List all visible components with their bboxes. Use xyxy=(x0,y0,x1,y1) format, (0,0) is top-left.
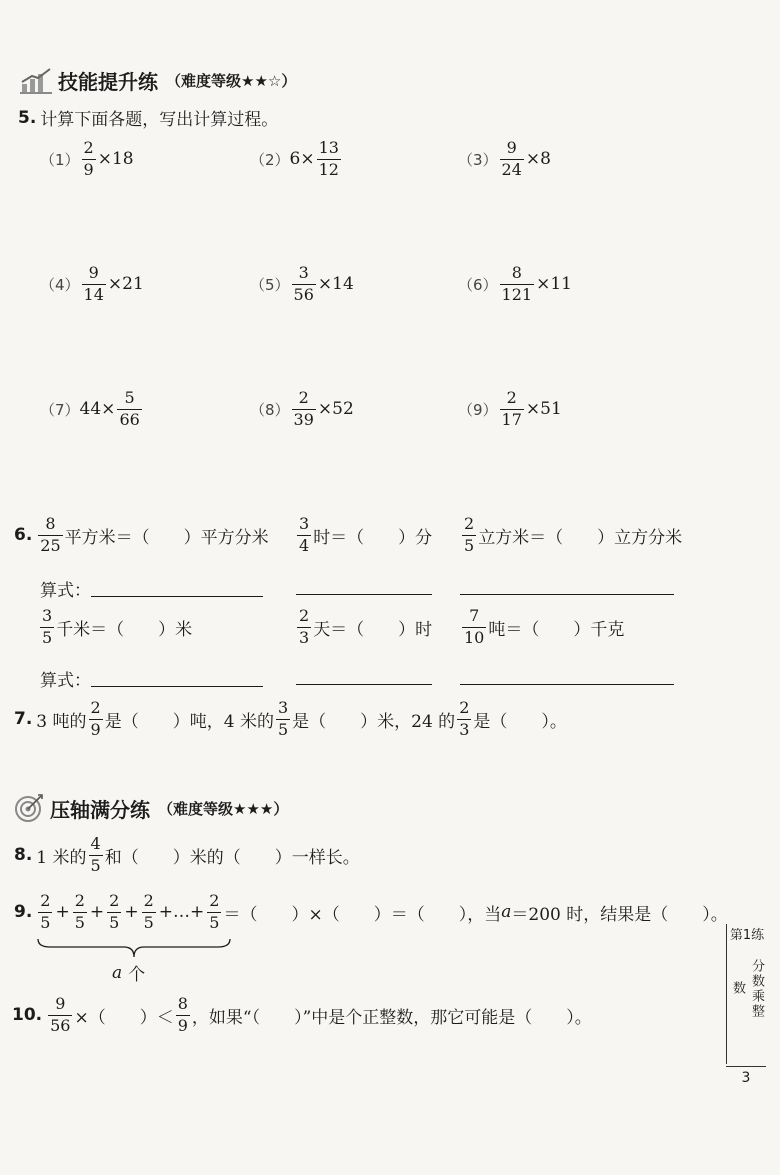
fraction: $\frac{2}{9}$ xyxy=(90,698,101,739)
fraction: $\frac{8}{9}$ xyxy=(177,994,188,1035)
fraction: $\frac{3}{5}$ xyxy=(277,698,289,739)
q6-row1-b xyxy=(295,516,432,555)
fraction xyxy=(117,390,141,429)
fraction xyxy=(292,265,316,304)
expression-prefix: 6× xyxy=(289,149,315,170)
section-title: 压轴满分练 xyxy=(50,797,150,822)
q9-text: ＝（ ）×（ ）＝（ ），当 xyxy=(223,904,502,925)
numerator: 9 xyxy=(88,263,99,282)
q5-item xyxy=(250,140,343,179)
formula-label: 算式： xyxy=(40,671,91,691)
fraction xyxy=(500,140,524,179)
q5-item xyxy=(250,265,354,304)
answer-line[interactable] xyxy=(460,578,674,595)
item-label: （3） xyxy=(458,150,498,169)
fraction xyxy=(500,390,524,429)
section-header-challenge xyxy=(14,793,288,823)
fraction: $\frac{2}{5}$ xyxy=(209,891,220,932)
q7-text: 是（ ）。 xyxy=(473,711,567,732)
fraction: $\frac{9}{56}$ xyxy=(50,994,71,1035)
q6-row1 xyxy=(14,516,269,555)
fraction xyxy=(82,140,96,179)
side-tab-bottom: 分数乘整数 xyxy=(730,958,764,1019)
fraction: $\frac{2}{5}$ xyxy=(143,891,154,932)
question-number: 9. xyxy=(14,902,33,923)
denominator: 14 xyxy=(83,284,104,304)
question-number: 6. xyxy=(14,525,33,546)
numerator: 9 xyxy=(506,138,517,157)
expression-suffix: ×8 xyxy=(525,149,551,170)
q5-prompt xyxy=(18,105,278,130)
item-label: （8） xyxy=(250,400,290,419)
expression-suffix: ×52 xyxy=(317,399,354,420)
answer-line[interactable] xyxy=(91,580,263,597)
fraction: $\frac{2}{3}$ xyxy=(299,606,310,647)
target-icon xyxy=(14,793,44,823)
fraction: $\frac{7}{10}$ xyxy=(464,606,485,647)
underbrace xyxy=(36,937,232,959)
difficulty-label: （难度等级★★★） xyxy=(158,799,289,818)
ellipsis: +…+ xyxy=(158,902,205,923)
formula-row-1 xyxy=(40,576,263,601)
numerator: 8 xyxy=(511,263,522,282)
q6-row2-a xyxy=(38,608,192,647)
expression-prefix: 44× xyxy=(79,399,116,420)
q5-item xyxy=(458,265,572,304)
denominator: 66 xyxy=(119,409,140,429)
q7-text: 是（ ）吨，4 米的 xyxy=(104,711,274,732)
q5-item xyxy=(458,140,551,179)
fraction: $\frac{3}{5}$ xyxy=(42,606,53,647)
numerator: 3 xyxy=(298,263,309,282)
q8-text: 和（ ）米的（ ）一样长。 xyxy=(104,847,360,868)
q8 xyxy=(14,836,360,875)
chart-icon xyxy=(20,68,52,94)
denominator: 12 xyxy=(318,159,339,179)
conversion-text: 时＝（ ）分 xyxy=(313,527,433,548)
fraction: $\frac{2}{5}$ xyxy=(74,891,85,932)
fraction xyxy=(317,140,341,179)
q7-text: 是（ ）米，24 的 xyxy=(292,711,456,732)
question-text: 计算下面各题，写出计算过程。 xyxy=(40,110,279,130)
expression-suffix: ×21 xyxy=(107,274,144,295)
conversion-text: 立方米＝（ ）立方分米 xyxy=(478,527,683,548)
item-label: （4） xyxy=(40,275,80,294)
fraction: $\frac{2}{5}$ xyxy=(109,891,120,932)
question-number: 7. xyxy=(14,709,33,730)
answer-line[interactable] xyxy=(296,668,432,685)
denominator: 56 xyxy=(293,284,314,304)
item-label: （2） xyxy=(250,150,290,169)
q7-text: 3 吨的 xyxy=(36,711,87,732)
plus-sign: + xyxy=(55,902,70,923)
page-number: 3 xyxy=(726,1066,766,1086)
q6-row2-c xyxy=(460,608,624,647)
expression-suffix: ×18 xyxy=(97,149,134,170)
numerator: 2 xyxy=(298,388,309,407)
fraction: $\frac{8}{25}$ xyxy=(40,514,61,555)
variable: a xyxy=(112,962,123,983)
plus-sign: + xyxy=(124,902,139,923)
fraction xyxy=(500,265,535,304)
item-label: （7） xyxy=(40,400,80,419)
expression-suffix: ×51 xyxy=(525,399,562,420)
numerator: 5 xyxy=(124,388,135,407)
answer-line[interactable] xyxy=(91,670,263,687)
plus-sign: + xyxy=(89,902,105,923)
denominator: 9 xyxy=(83,159,94,179)
q7 xyxy=(14,700,567,739)
section-header-skill xyxy=(20,66,296,95)
fraction: $\frac{2}{5}$ xyxy=(40,891,51,932)
fraction: $\frac{2}{5}$ xyxy=(464,514,475,555)
denominator: 39 xyxy=(293,409,314,429)
numerator: 13 xyxy=(318,138,339,157)
conversion-text: 平方米＝（ ）平方分米 xyxy=(64,527,269,548)
denominator: 17 xyxy=(501,409,522,429)
q9-text: ＝200 时，结果是（ ）。 xyxy=(511,904,728,925)
denominator: 121 xyxy=(501,284,533,304)
fraction xyxy=(292,390,316,429)
expression-suffix: ×11 xyxy=(536,274,572,295)
fraction: $\frac{2}{3}$ xyxy=(459,698,470,739)
conversion-text: 天＝（ ）时 xyxy=(313,619,433,640)
brace-text: 个 xyxy=(128,965,146,985)
fraction: $\frac{3}{4}$ xyxy=(299,514,310,555)
formula-row-2 xyxy=(40,666,263,691)
question-number: 10. xyxy=(12,1005,43,1026)
formula-label: 算式： xyxy=(40,581,91,601)
question-number: 8. xyxy=(14,845,33,866)
side-tab-top: 第1练 xyxy=(729,928,765,943)
fraction: $\frac{4}{5}$ xyxy=(90,834,101,875)
section-title: 技能提升练 xyxy=(58,70,158,94)
item-label: （1） xyxy=(40,150,80,169)
item-label: （9） xyxy=(458,400,498,419)
side-tab xyxy=(726,924,767,1064)
conversion-text: 吨＝（ ）千克 xyxy=(488,619,625,640)
q5-item xyxy=(40,140,134,179)
numerator: 2 xyxy=(506,388,517,407)
item-label: （6） xyxy=(458,275,498,294)
question-number: 5. xyxy=(18,107,37,128)
difficulty-label: （难度等级★★☆） xyxy=(166,72,297,90)
q5-item xyxy=(40,390,144,429)
denominator: 24 xyxy=(501,159,522,179)
expression-suffix: ×14 xyxy=(317,274,354,295)
q5-item xyxy=(40,265,144,304)
q5-item xyxy=(250,390,354,429)
q10 xyxy=(12,996,592,1035)
variable: a xyxy=(501,902,512,923)
q5-item xyxy=(458,390,562,429)
numerator: 2 xyxy=(83,138,94,157)
item-label: （5） xyxy=(250,275,290,294)
conversion-text: 千米＝（ ）米 xyxy=(56,619,193,640)
q6-row2-b xyxy=(295,608,432,647)
fraction xyxy=(82,265,106,304)
answer-line[interactable] xyxy=(460,668,674,685)
q9 xyxy=(14,893,728,932)
q6-row1-c xyxy=(460,516,682,555)
q10-text: ×（ ）＜ xyxy=(74,1007,174,1028)
brace-label xyxy=(112,960,145,985)
q8-text: 1 米的 xyxy=(36,847,87,868)
q10-text: ，如果“（ ）”中是个正整数，那它可能是（ ）。 xyxy=(191,1007,592,1028)
answer-line[interactable] xyxy=(296,578,432,595)
